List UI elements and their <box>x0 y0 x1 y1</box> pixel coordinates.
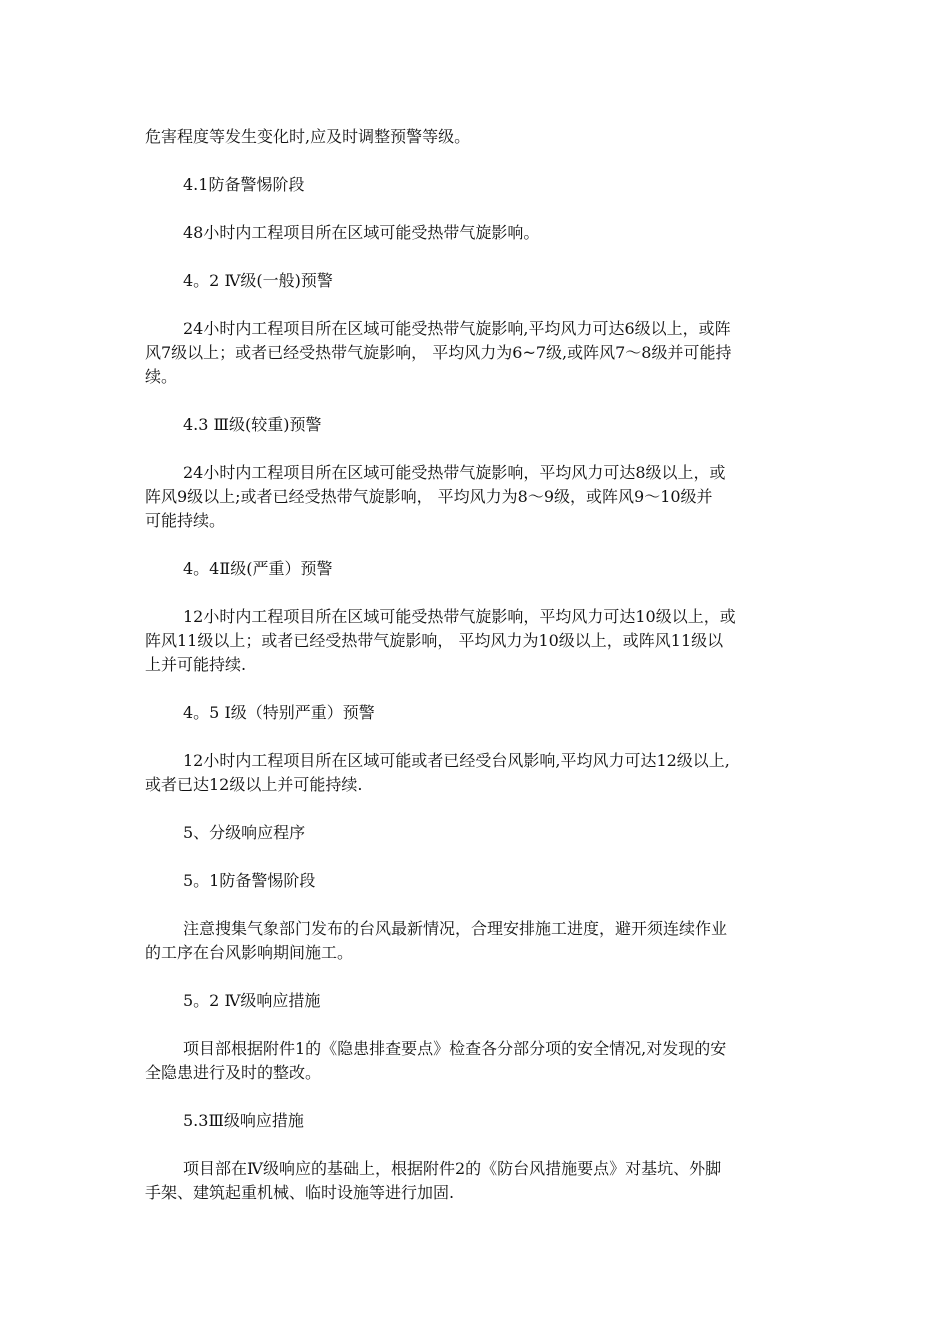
paragraph-line: 48小时内工程项目所在区域可能受热带气旋影响。 <box>183 223 540 242</box>
section-heading: 4.3 Ⅲ级(较重)预警 <box>183 415 322 434</box>
section-heading: 4。5 Ⅰ级（特别严重）预警 <box>183 703 375 722</box>
paragraph-line: 项目部根据附件1的《隐患排查要点》检查各分部分项的安全情况,对发现的安 <box>183 1039 727 1058</box>
paragraph-line: 阵风11级以上；或者已经受热带气旋影响， 平均风力为10级以上，或阵风11级以 <box>145 631 724 650</box>
paragraph-line: 12小时内工程项目所在区域可能或者已经受台风影响,平均风力可达12级以上, <box>183 751 730 770</box>
paragraph-line: 续。 <box>145 367 178 386</box>
section-heading: 5.3Ⅲ级响应措施 <box>183 1111 304 1130</box>
paragraph-line: 注意搜集气象部门发布的台风最新情况，合理安排施工进度，避开须连续作业 <box>183 919 728 938</box>
paragraph-line: 或者已达12级以上并可能持续. <box>145 775 363 794</box>
section-heading: 4。2 Ⅳ级(一般)预警 <box>183 271 333 290</box>
paragraph-line: 12小时内工程项目所在区域可能受热带气旋影响，平均风力可达10级以上，或 <box>183 607 736 626</box>
paragraph-line: 项目部在Ⅳ级响应的基础上，根据附件2的《防台风措施要点》对基坑、外脚 <box>183 1159 722 1178</box>
paragraph-line: 可能持续。 <box>145 511 226 530</box>
section-heading: 5、分级响应程序 <box>183 823 306 842</box>
paragraph-line: 24小时内工程项目所在区域可能受热带气旋影响,平均风力可达6级以上，或阵 <box>183 319 731 338</box>
section-heading: 4。4Ⅱ级(严重）预警 <box>183 559 333 578</box>
paragraph-line: 上并可能持续. <box>145 655 247 674</box>
paragraph-line: 危害程度等发生变化时,应及时调整预警等级。 <box>145 127 471 146</box>
paragraph-line: 风7级以上；或者已经受热带气旋影响， 平均风力为6~7级,或阵风7～8级并可能持 <box>145 343 732 362</box>
paragraph-line: 阵风9级以上;或者已经受热带气旋影响， 平均风力为8～9级，或阵风9～10级并 <box>145 487 713 506</box>
paragraph-line: 手架、建筑起重机械、临时设施等进行加固. <box>145 1183 455 1202</box>
paragraph-line: 的工序在台风影响期间施工。 <box>145 943 354 962</box>
paragraph-line: 24小时内工程项目所在区域可能受热带气旋影响，平均风力可达8级以上，或 <box>183 463 726 482</box>
section-heading: 4.1防备警惕阶段 <box>183 175 305 194</box>
paragraph-line: 全隐患进行及时的整改。 <box>145 1063 322 1082</box>
section-heading: 5。1防备警惕阶段 <box>183 871 316 890</box>
section-heading: 5。2 Ⅳ级响应措施 <box>183 991 321 1010</box>
